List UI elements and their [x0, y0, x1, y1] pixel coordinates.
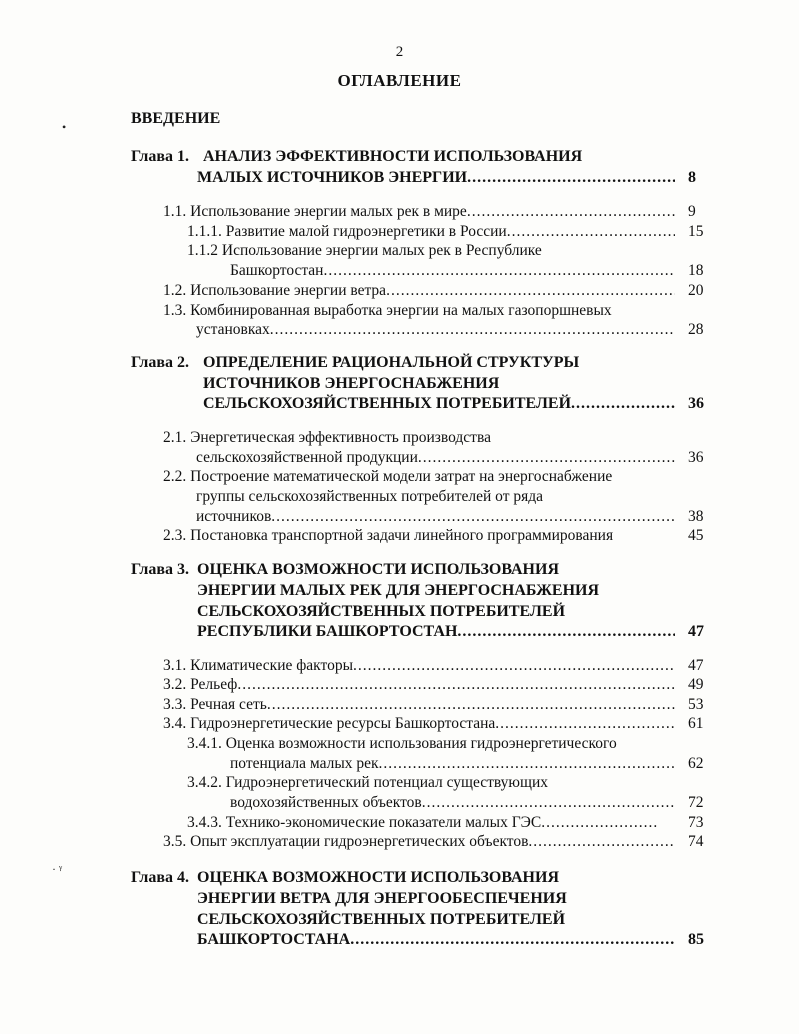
chapter-3-title-line-2: ЭНЕРГИИ МАЛЫХ РЕК ДЛЯ ЭНЕРГОСНАБЖЕНИЯ — [197, 582, 600, 599]
toc-entry-2-2-line-2: группы сельскохозяйственных потребителей от ряда — [196, 488, 544, 505]
toc-entry-1-3-line-1: 1.3. Комбинированная выработка энергии на малых газопоршневых — [163, 302, 612, 319]
chapter-1-prefix: Глава 1. — [131, 148, 189, 165]
chapter-4-page: 85 — [688, 931, 704, 948]
toc-entry-2-2-line-1: 2.2. Построение математической модели затрат на энергоснабжение — [163, 468, 613, 485]
toc-entry-2-2-page: 38 — [688, 508, 704, 525]
chapter-3-title-line-4: РЕСПУБЛИКИ БАШКОРТОСТАН ..... — [197, 622, 675, 642]
toc-entry-1-1-2-page: 18 — [688, 262, 704, 279]
chapter-3-title-line-1: ОЦЕНКА ВОЗМОЖНОСТИ ИСПОЛЬЗОВАНИЯ — [197, 561, 559, 578]
chapter-4-title-line-3: СЕЛЬСКОХОЗЯЙСТВЕННЫХ ПОТРЕБИТЕЛЕЙ — [197, 911, 566, 928]
toc-entry-2-1-page: 36 — [688, 449, 704, 466]
toc-entry-3-4-1-page: 62 — [688, 755, 704, 772]
toc-entry-2-3: 2.3. Постановка транспортной задачи линейного программирования — [163, 527, 614, 544]
page-title: ОГЛАВЛЕНИЕ — [337, 71, 462, 90]
chapter-3-page: 47 — [688, 623, 704, 640]
toc-entry-1-1-page: 9 — [688, 203, 696, 220]
toc-intro: ВВЕДЕНИЕ — [131, 110, 221, 127]
toc-entry-2-2-line-3: источников ..... — [196, 507, 675, 527]
page-number: 2 — [395, 44, 404, 60]
chapter-4-title-line-2: ЭНЕРГИИ ВЕТРА ДЛЯ ЭНЕРГООБЕСПЕЧЕНИЯ — [197, 890, 567, 907]
toc-entry-1-2-page: 20 — [688, 282, 704, 299]
toc-entry-2-1-line-2: сельскохозяйственной продукции ..... — [196, 448, 675, 468]
toc-entry-1-3-page: 28 — [688, 321, 704, 338]
toc-entry-1-3-line-2: установках ..... — [196, 320, 675, 340]
toc-entry-3-4-3: 3.4.3. Технико-экономические показатели малых ГЭС ..... — [187, 813, 657, 833]
chapter-1-title-line-1: АНАЛИЗ ЭФФЕКТИВНОСТИ ИСПОЛЬЗОВАНИЯ — [203, 148, 583, 165]
chapter-4-title-line-1: ОЦЕНКА ВОЗМОЖНОСТИ ИСПОЛЬЗОВАНИЯ — [197, 869, 559, 886]
toc-entry-1-1-1-page: 15 — [688, 223, 704, 240]
toc-entry-3-1: 3.1. Климатические факторы ..... — [163, 656, 675, 676]
chapter-2-title-line-2: ИСТОЧНИКОВ ЭНЕРГОСНАБЖЕНИЯ — [203, 375, 500, 392]
toc-entry-1-1-1: 1.1.1. Развитие малой гидроэнергетики в России ..... — [187, 222, 675, 242]
chapter-3-prefix: Глава 3. — [131, 561, 189, 578]
chapter-2-title-line-1: ОПРЕДЕЛЕНИЕ РАЦИОНАЛЬНОЙ СТРУКТУРЫ — [203, 354, 580, 371]
toc-entry-3-4-2-line-1: 3.4.2. Гидроэнергетический потенциал существующих — [187, 774, 548, 791]
toc-entry-3-1-page: 47 — [688, 657, 704, 674]
toc-entry-3-4-2-page: 72 — [688, 794, 704, 811]
toc-entry-3-4-1-line-1: 3.4.1. Оценка возможности использования гидроэнергетического — [187, 735, 617, 752]
chapter-3-title-line-3: СЕЛЬСКОХОЗЯЙСТВЕННЫХ ПОТРЕБИТЕЛЕЙ — [197, 603, 566, 620]
toc-entry-2-3-page: 45 — [688, 527, 704, 544]
toc-entry-3-4: 3.4. Гидроэнергетические ресурсы Башкортостана ..... — [163, 714, 675, 734]
scan-speck: · ᵞ — [52, 862, 63, 876]
chapter-2-page: 36 — [688, 395, 704, 412]
toc-entry-2-1-line-1: 2.1. Энергетическая эффективность производства — [163, 429, 491, 446]
toc-entry-3-5-page: 74 — [688, 833, 704, 850]
toc-entry-3-2-page: 49 — [688, 676, 704, 693]
toc-entry-3-2: 3.2. Рельеф ..... — [163, 675, 675, 695]
chapter-2-title-line-3: СЕЛЬСКОХОЗЯЙСТВЕННЫХ ПОТРЕБИТЕЛЕЙ ..... — [203, 394, 675, 414]
toc-entry-3-4-2-line-2: водохозяйственных объектов ..... — [230, 793, 675, 813]
toc-entry-1-2: 1.2. Использование энергии ветра ..... — [163, 281, 675, 301]
toc-entry-3-4-page: 61 — [688, 715, 704, 732]
toc-entry-1-1-2-line-1: 1.1.2 Использование энергии малых рек в Республике — [187, 242, 542, 259]
toc-entry-3-5: 3.5. Опыт эксплуатации гидроэнергетических объектов ..... — [163, 832, 675, 852]
scan-speck: • — [62, 120, 67, 134]
chapter-4-prefix: Глава 4. — [131, 869, 189, 886]
chapter-4-title-line-4: БАШКОРТОСТАНА ..... — [197, 930, 675, 950]
toc-entry-3-4-3-page: 73 — [688, 814, 704, 831]
chapter-1-title-line-2: МАЛЫХ ИСТОЧНИКОВ ЭНЕРГИИ ..... — [197, 168, 675, 188]
toc-entry-3-3-page: 53 — [688, 696, 704, 713]
toc-entry-1-1-2-line-2: Башкортостан ..... — [230, 261, 675, 281]
chapter-1-page: 8 — [688, 169, 696, 186]
toc-entry-1-1: 1.1. Использование энергии малых рек в мире ..... — [163, 202, 675, 222]
toc-entry-3-4-1-line-2: потенциала малых рек ..... — [230, 754, 675, 774]
toc-entry-3-3: 3.3. Речная сеть ..... — [163, 695, 675, 715]
chapter-2-prefix: Глава 2. — [131, 354, 189, 371]
